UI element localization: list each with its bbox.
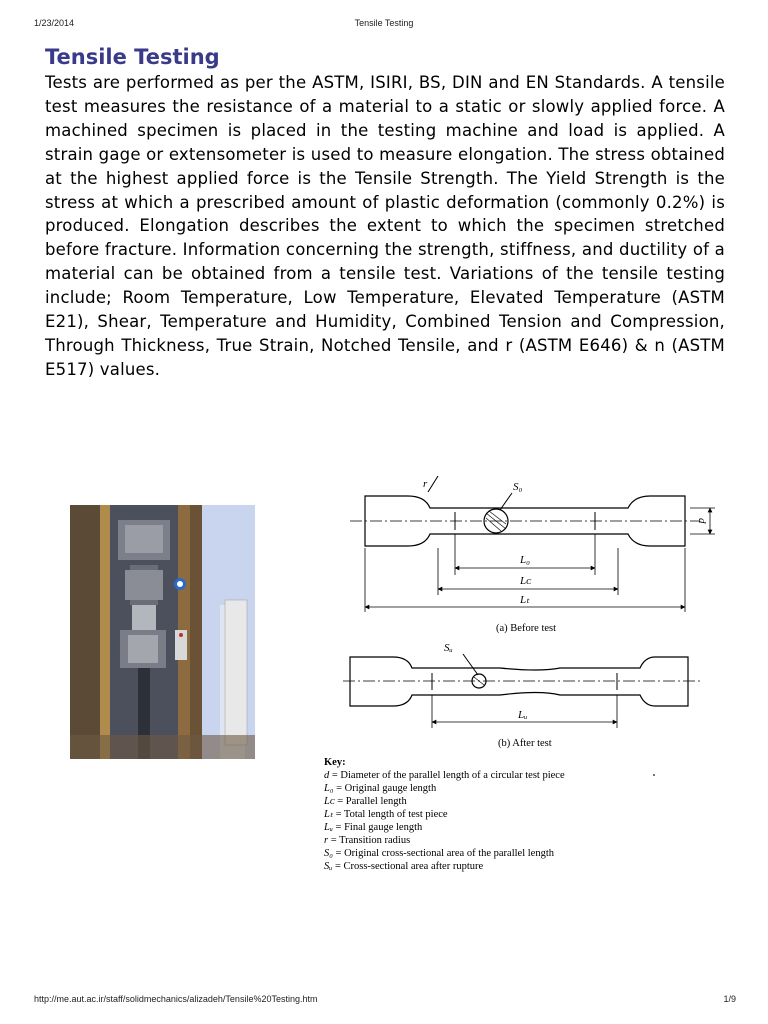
key-text: = Cross-sectional area after rupture [332,861,484,872]
label-lt: Lₜ [520,594,530,606]
key-text: = Parallel length [334,796,407,807]
radius-leader [428,476,438,492]
key-symbol: L₀ [324,783,334,794]
key-item [324,834,565,847]
specimen-after [343,657,700,706]
label-so: S₀ [513,481,523,493]
testing-machine-photo [70,505,255,759]
stray-dot [653,774,655,776]
diagram-key [324,756,565,873]
key-symbol: r [324,835,329,846]
specimen-before [350,496,700,546]
key-item [324,795,565,808]
label-lc: Lᴄ [520,575,532,587]
key-symbol: Lᴄ [324,796,335,807]
key-title: Key: [324,757,346,768]
key-symbol: Lᵤ [324,822,333,833]
key-symbol: Sᵤ [324,861,333,872]
specimen-diagram [320,475,740,765]
key-text: = Original gauge length [333,783,437,794]
page-number: 1/9 [723,994,736,1004]
key-symbol: d [324,770,330,781]
print-header-title: Tensile Testing [354,18,414,28]
key-text: = Original cross-sectional area of the parallel length [332,848,554,859]
key-item [324,821,565,834]
label-d: d [696,518,708,524]
key-item [324,860,565,873]
key-item [324,769,565,782]
label-su: Sᵤ [444,642,453,654]
article-body: Tests are performed as per the ASTM, ISIRI, BS, DIN and EN Standards. A tensile test measures the resistance of a material to a static or slowly applied force. A machined specimen is placed in the testing machine and load is applied. A strain gage or extensometer is used to measure elongation. The stress obtained at the highest applied force is the Tensile Strength. The Yield Strength is the stress at which a prescribed amount of plastic deformation (commonly 0.2%) is produced. Elongation describes the extent to which the specimen stretched before fracture. Information concerning the strength, stiffness, and ductility of a material can be obtained from a tensile test. Variations of the tensile testing include; Room Temperature, Low Temperature, Elevated Temperature (ASTM E21), Shear, Temperature and Humidity, Combined Tension and Compression, Through Thickness, True Strain, Notched Tensile, and r (ASTM E646) & n (ASTM E517) values. [45,73,725,379]
print-date: 1/23/2014 [34,18,75,28]
label-lu: Lᵤ [518,709,528,721]
key-item [324,847,565,860]
caption-after: (b) After test [498,738,552,749]
key-item [324,782,565,795]
page-title: Tensile Testing [45,45,220,69]
label-r: r [423,478,428,490]
key-text: = Diameter of the parallel length of a circular test piece [329,770,565,781]
caption-before: (a) Before test [496,623,557,634]
key-text: = Total length of test piece [332,809,448,820]
label-lo: L₀ [520,554,530,566]
key-item [324,808,565,821]
footer-url: http://me.aut.ac.ir/staff/solidmechanics/alizadeh/Tensile%20Testing.htm [34,994,318,1004]
key-text: = Final gauge length [332,822,423,833]
key-symbol: S₀ [324,848,333,859]
key-symbol: Lₜ [324,809,333,820]
key-text: = Transition radius [328,835,411,846]
